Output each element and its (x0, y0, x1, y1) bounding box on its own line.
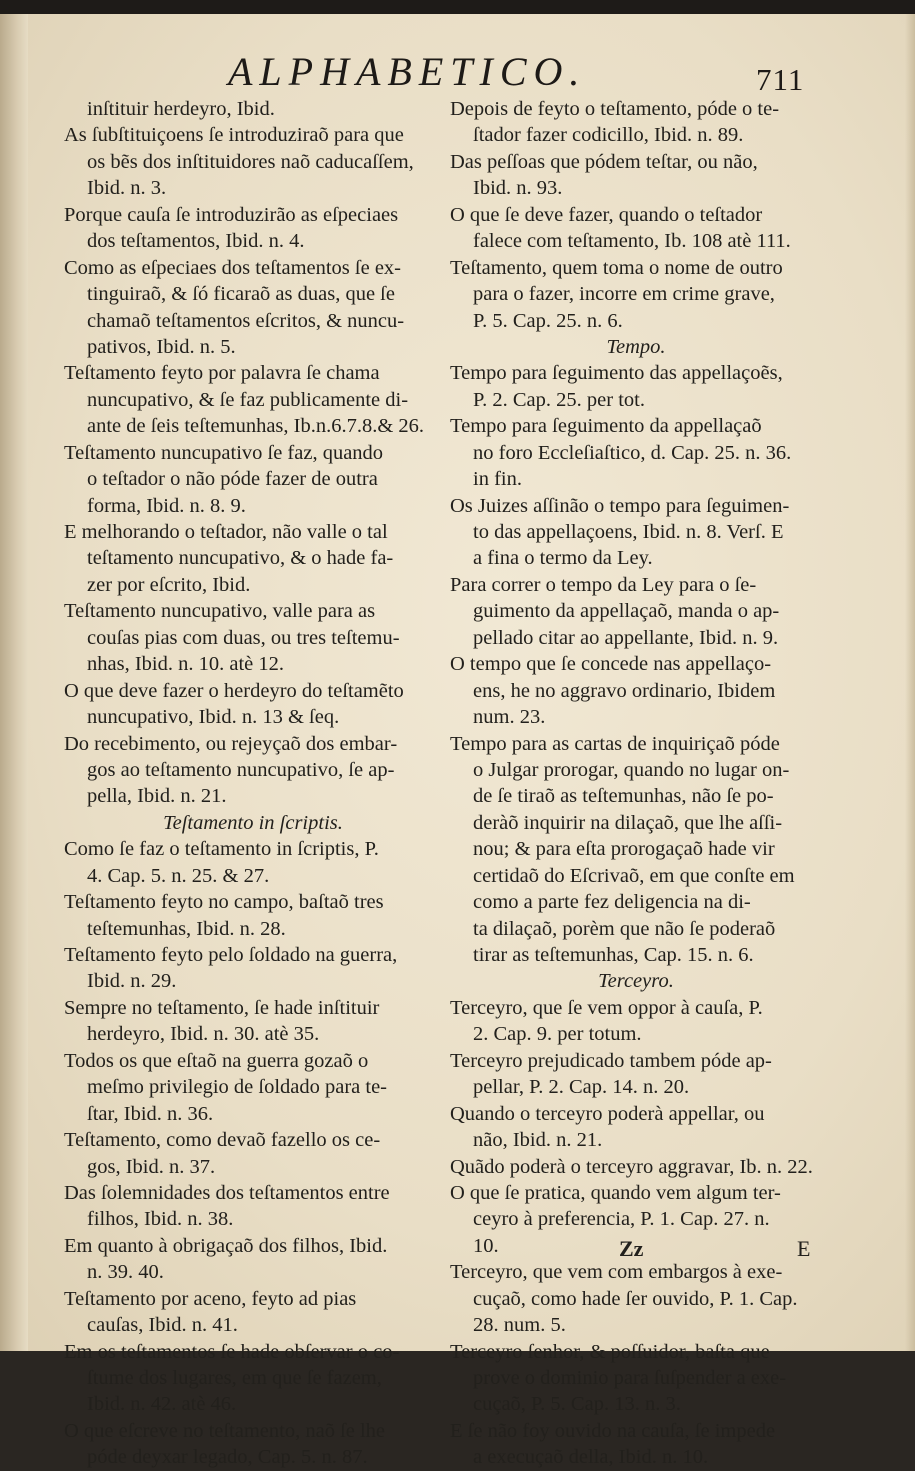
index-line: Teſtamento nuncupativo ſe faz, quando (64, 441, 384, 464)
index-line: ſtador fazer codicillo, Ibid. n. 89. (473, 124, 744, 147)
index-line: Quando o terceyro poderà appellar, ou (450, 1102, 765, 1125)
index-line: As ſubſtituiçoens ſe introduziraõ para que (64, 124, 404, 147)
index-line: ens, he no aggravo ordinario, Ibidem (473, 679, 776, 702)
index-line: pella, Ibid. n. 21. (87, 785, 227, 808)
index-line: tirar as teſtemunhas, Cap. 15. n. 6. (473, 944, 754, 966)
index-line: tinguiraõ, & ſó ficaraõ as duas, que ſe (87, 283, 395, 306)
index-line: pellado citar ao appellante, Ibid. n. 9. (473, 626, 779, 649)
index-line: ante de ſeis teſtemunhas, Ib.n.6.7.8.& 26. (87, 415, 425, 438)
index-line: Ibid. n. 3. (87, 177, 167, 200)
right-column (450, 96, 822, 1471)
index-line: deràõ inquirir na dilaçaõ, que lhe aſſi- (473, 811, 783, 834)
index-line: ceyro à preferencia, P. 1. Cap. 27. n. (473, 1208, 770, 1231)
index-line: zer por eſcrito, Ibid. (87, 573, 251, 596)
index-line: E melhorando o teſtador, não valle o tal (64, 521, 388, 543)
index-line: P. 5. Cap. 25. n. 6. (473, 309, 623, 332)
index-line: nhas, Ibid. n. 10. atè 12. (87, 653, 284, 676)
index-line: P. 2. Cap. 25. per tot. (473, 388, 645, 411)
index-line: Do recebimento, ou rejeyçaõ dos embar- (64, 732, 398, 755)
index-line: Tempo para as cartas de inquiriçaõ póde (450, 732, 780, 755)
page-edge-shadow (905, 14, 915, 1351)
index-line: para o fazer, incorre em crime grave, (473, 283, 775, 306)
index-line: meſmo privilegio de ſoldado para te- (87, 1076, 388, 1099)
index-line: Para correr o tempo da Ley para o ſe- (450, 573, 757, 596)
index-line: Das ſolemnidades dos teſtamentos entre (64, 1181, 390, 1204)
index-line: O que ſe pratica, quando vem algum ter- (450, 1181, 781, 1204)
index-line: Terceyro prejudicado tambem póde ap- (450, 1049, 772, 1072)
index-line: no foro Eccleſiaſtico, d. Cap. 25. n. 36. (473, 441, 792, 464)
index-line: to das appellaçoens, Ibid. n. 8. Verſ. E (473, 521, 784, 543)
index-line: num. 23. (473, 706, 546, 729)
index-line: o teſtador o não póde fazer de outra (87, 468, 378, 491)
running-title: ALPHABETICO. (228, 49, 587, 94)
index-line: 28. num. 5. (473, 1314, 566, 1337)
index-line: Teſtamento feyto por palavra ſe chama (64, 362, 380, 385)
page-number: 711 (756, 62, 805, 97)
index-line: Ibid. n. 29. (87, 970, 177, 993)
index-line: Em os teſtamentos ſe hade obſervar o co- (64, 1340, 400, 1363)
index-line: nuncupativo, & ſe faz publicamente di- (87, 388, 409, 411)
index-line: Terceyro, que ſe vem oppor à cauſa, P. (450, 996, 763, 1019)
index-line: Terceyro, que vem com embargos à exe- (450, 1261, 783, 1284)
index-line: guimento da appellaçaõ, manda o ap- (473, 600, 780, 623)
page-top-edge (0, 0, 915, 14)
left-column (64, 96, 442, 1471)
index-line: cuçaõ, P. 5. Cap. 13. n. 3. (473, 1393, 681, 1416)
index-line: ſtar, Ibid. n. 36. (87, 1102, 214, 1125)
index-line: 4. Cap. 5. n. 25. & 27. (87, 864, 270, 887)
index-line: filhos, Ibid. n. 38. (87, 1208, 234, 1231)
index-line: póde deyxar legado, Cap. 5. n. 87. (87, 1446, 368, 1469)
index-line: E ſe não foy ouvido na cauſa, ſe impede (450, 1419, 776, 1442)
index-line: Teſtamento por aceno, feyto ad pias (64, 1287, 357, 1310)
index-line: a execuçaõ della, Ibid. n. 10. (473, 1446, 709, 1469)
index-line: cuçaõ, como hade ſer ouvido, P. 1. Cap. (473, 1287, 798, 1310)
index-line: O que eſcreve no teſtamento, naõ ſe lhe (64, 1419, 386, 1442)
index-line: Tempo para ſeguimento da appellaçaõ (450, 415, 762, 438)
index-line: Sempre no teſtamento, ſe hade inſtituir (64, 996, 380, 1019)
index-line: certidaõ do Eſcrivaõ, em que conſte em (473, 864, 795, 887)
index-line: inſtituir herdeyro, Ibid. (87, 98, 275, 120)
index-line: gos ao teſtamento nuncupativo, ſe ap- (87, 758, 395, 781)
index-line: Ibid. n. 93. (473, 177, 563, 200)
index-line: como a parte fez deligencia na di- (473, 891, 751, 914)
index-line: dos teſtamentos, Ibid. n. 4. (87, 230, 305, 253)
index-line: Tempo para ſeguimento das appellaçoẽs, (450, 362, 783, 385)
index-line: ta dilaçaõ, porèm que não ſe poderaõ (473, 917, 776, 940)
index-line: Teſtamento nuncupativo, valle para as (64, 600, 376, 623)
index-line: Das peſſoas que pódem teſtar, ou não, (450, 150, 758, 173)
index-line: O que ſe deve fazer, quando o teſtador (450, 203, 763, 226)
index-line: prove o dominio para ſuſpender a exe- (473, 1367, 787, 1389)
index-line: teſtamento nuncupativo, & o hade fa- (87, 547, 394, 570)
index-line: Ibid. n. 42. atè 46. (87, 1393, 237, 1416)
index-line: couſas pias com duas, ou tres teſtemu- (87, 626, 400, 649)
index-line: Teſtamento, quem toma o nome de outro (450, 256, 783, 279)
index-line: ſtume dos lugares, em que ſe fazem, (87, 1367, 382, 1389)
section-heading: Tempo. (606, 335, 666, 358)
index-line: Todos os que eſtaõ na guerra gozaõ o (64, 1049, 369, 1072)
index-line: O tempo que ſe concede nas appellaço- (450, 653, 772, 676)
index-line: teſtemunhas, Ibid. n. 28. (87, 917, 286, 940)
index-line: 2. Cap. 9. per totum. (473, 1023, 642, 1046)
index-line: Terceyro ſenhor, & poſſuidor, baſta que (450, 1340, 770, 1363)
index-line: Quãdo poderà o terceyro aggravar, Ib. n. 22. (450, 1155, 813, 1178)
index-line: nou; & para eſta prorogaçaõ hade vir (473, 838, 775, 861)
index-line: nuncupativo, Ibid. n. 13 & ſeq. (87, 706, 340, 729)
index-line: pellar, P. 2. Cap. 14. n. 20. (473, 1076, 690, 1099)
index-line: de ſe tiraõ as teſtemunhas, não ſe po- (473, 785, 774, 808)
index-line: Depois de feyto o teſtamento, póde o te- (450, 98, 780, 120)
index-line: forma, Ibid. n. 8. 9. (87, 494, 246, 517)
index-line: in fin. (473, 468, 522, 491)
index-line: n. 39. 40. (87, 1261, 164, 1284)
index-line: pativos, Ibid. n. 5. (87, 335, 236, 358)
index-line: o Julgar prorogar, quando no lugar on- (473, 758, 790, 781)
index-line: Teſtamento feyto pelo ſoldado na guerra, (64, 944, 398, 966)
index-line: Teſtamento feyto no campo, baſtaõ tres (64, 891, 384, 914)
section-heading: Terceyro. (598, 970, 674, 993)
index-line: Como ſe faz o teſtamento in ſcriptis, P. (64, 838, 379, 861)
index-line: a fina o termo da Ley. (473, 547, 653, 570)
index-line: Como as eſpeciaes dos teſtamentos ſe ex- (64, 256, 402, 279)
index-line: O que deve fazer o herdeyro do teſtamẽto (64, 679, 404, 702)
index-line: 10. (473, 1234, 499, 1257)
index-line: gos, Ibid. n. 37. (87, 1155, 216, 1178)
index-line: falece com teſtamento, Ib. 108 atè 111. (473, 230, 791, 253)
signature-mark: E (797, 1236, 811, 1261)
index-line: os bẽs dos inſtituidores naõ caducaſſem, (87, 150, 414, 173)
index-line: herdeyro, Ibid. n. 30. atè 35. (87, 1023, 320, 1046)
section-heading: Teſtamento in ſcriptis. (163, 811, 343, 834)
index-line: cauſas, Ibid. n. 41. (87, 1314, 238, 1337)
index-line: Porque cauſa ſe introduzirão as eſpeciaes (64, 203, 399, 226)
index-line: não, Ibid. n. 21. (473, 1129, 603, 1152)
index-line: Em quanto à obrigaçaõ dos filhos, Ibid. (64, 1234, 388, 1257)
index-line: Os Juizes aſſinão o tempo para ſeguimen- (450, 494, 790, 517)
index-line: Teſtamento, como devaõ fazello os ce- (64, 1129, 381, 1152)
index-line: chamaõ teſtamentos eſcritos, & nuncu- (87, 309, 405, 332)
catchword: Zz (619, 1236, 644, 1261)
binding-gutter (0, 14, 28, 1351)
